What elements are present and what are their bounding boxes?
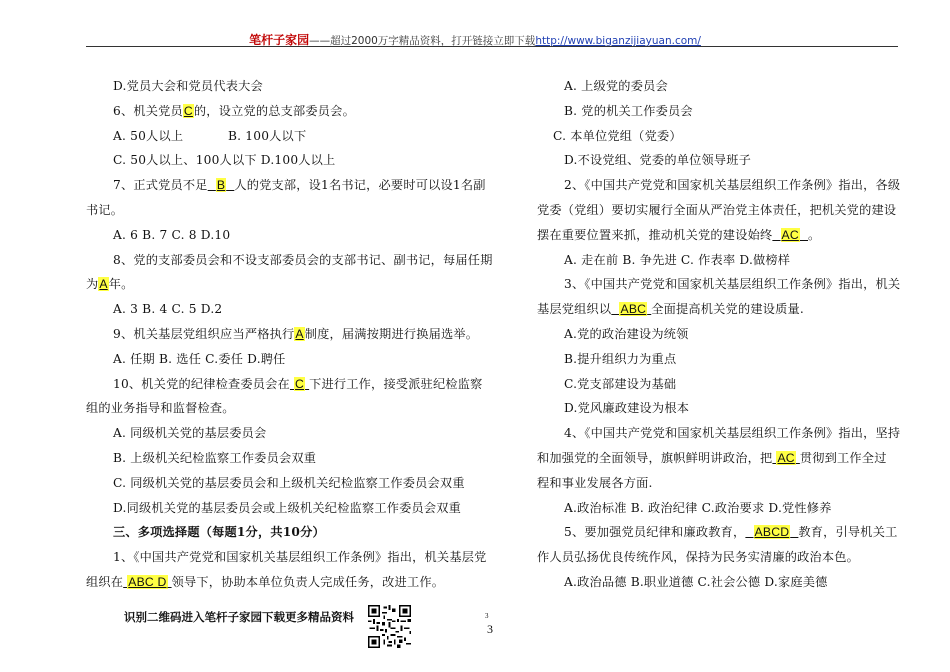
- options-line: C. 50人以上、100人以下 D.100人以上: [113, 153, 336, 168]
- answer-highlight: A: [295, 326, 304, 341]
- page-number: 3: [487, 622, 493, 636]
- left-column: [86, 74, 496, 595]
- answer-highlight: B: [216, 178, 226, 193]
- answer-highlight: ABC D: [128, 574, 167, 589]
- text-line: 作人员弘扬优良传统作风，保持为民务实清廉的政治本色。: [537, 550, 860, 565]
- text-line: D.党员大会和党员代表大会: [113, 79, 263, 93]
- section-heading: 三、多项选择题（每题1分，共10分）: [113, 525, 325, 540]
- text-line: 基层党组织以 ABC 全面提高机关党的建设质量.: [537, 302, 804, 317]
- options-line: A. 3 B. 4 C. 5 D.2: [113, 302, 223, 317]
- option-c: C. 同级机关党的基层委员会和上级机关纪检监察工作委员会双重: [113, 475, 465, 490]
- text-line: 书记。: [86, 202, 124, 217]
- answer-highlight: C: [295, 376, 305, 391]
- answer-highlight: AC: [777, 450, 795, 465]
- answer-highlight: A: [99, 277, 108, 292]
- options-line: A. 任期 B. 选任 C.委任 D.聘任: [113, 351, 286, 366]
- right-column: [537, 74, 899, 595]
- question-7: 7、正式党员不足 B 人的党支部，设1名书记，必要时可以设1名副: [113, 178, 486, 193]
- text-line: 组织在 ABC D 领导下，协助本单位负责人完成任务，改进工作。: [86, 574, 445, 589]
- option-b: B. 党的机关工作委员会: [564, 103, 693, 118]
- header-divider: [86, 46, 898, 47]
- option-b: B. 上级机关纪检监察工作委员会双重: [113, 450, 317, 465]
- question-m4: 4、《中国共产党党和国家机关基层组织工作条例》指出，坚持: [564, 426, 901, 441]
- option-a: A.党的政治建设为统领: [564, 326, 689, 341]
- option-d: D.党风廉政建设为根本: [564, 401, 690, 416]
- question-m1: 1、《中国共产党党和国家机关基层组织工作条例》指出，机关基层党: [113, 550, 487, 565]
- option-d: D.同级机关党的基层委员会或上级机关纪检监察工作委员会双重: [113, 500, 462, 515]
- options-line: A. 50人以上 B. 100人以下: [113, 128, 307, 143]
- answer-highlight: ABC: [620, 302, 647, 317]
- question-6: 6、机关党员C的，设立党的总支部委员会。: [113, 103, 355, 118]
- footer-text: 识别二维码进入笔杆子家园下载更多精品资料: [124, 610, 354, 624]
- qr-code-icon[interactable]: [368, 605, 411, 648]
- question-m5: 5、要加强党员纪律和廉政教育， ABCD 教育，引导机关工: [564, 525, 898, 540]
- question-8: 8、党的支部委员会和不设支部委员会的支部书记、副书记，每届任期: [113, 252, 493, 267]
- options-line: A.政治品德 B.职业道德 C.社会公德 D.家庭美德: [564, 574, 828, 589]
- page-number-small: 3: [485, 612, 489, 620]
- text-line: 摆在重要位置来抓，推动机关党的建设始终 AC 。: [537, 227, 821, 242]
- option-c: C.党支部建设为基础: [564, 376, 677, 391]
- option-c: C. 本单位党组（党委）: [553, 128, 682, 143]
- text-line: 和加强党的全面领导，旗帜鲜明讲政治，把 AC 贯彻到工作全过: [537, 450, 887, 465]
- question-9: 9、机关基层党组织应当严格执行A制度，届满按期进行换届选举。: [113, 326, 479, 341]
- text-line: 组的业务指导和监督检查。: [86, 401, 235, 416]
- options-line: A. 走在前 B. 争先进 C. 作表率 D.做榜样: [564, 252, 791, 267]
- option-b: B.提升组织力为重点: [564, 351, 677, 366]
- question-m2: 2、《中国共产党党和国家机关基层组织工作条例》指出，各级: [564, 178, 901, 193]
- option-a: A. 上级党的委员会: [564, 79, 668, 93]
- option-a: A. 同级机关党的基层委员会: [113, 426, 267, 441]
- options-line: A. 6 B. 7 C. 8 D.10: [113, 227, 231, 242]
- header-tagline: ——超过2000万字精品资料，打开链接立即下载: [309, 35, 536, 47]
- text-line: 程和事业发展各方面.: [537, 475, 653, 490]
- answer-highlight: C: [183, 103, 193, 118]
- header-link[interactable]: http://www.biganzijiayuan.com/: [535, 35, 701, 47]
- question-10: 10、机关党的纪律检查委员会在 C 下进行工作，接受派驻纪检监察: [113, 376, 483, 391]
- options-line: A.政治标准 B. 政治纪律 C.政治要求 D.党性修养: [564, 500, 832, 515]
- answer-highlight: ABCD: [754, 525, 790, 540]
- brand-name: 笔杆子家园: [249, 33, 310, 47]
- question-m3: 3、《中国共产党党和国家机关基层组织工作条例》指出，机关: [564, 277, 901, 292]
- text-line: 党委（党组）要切实履行全面从严治党主体责任，把机关党的建设: [537, 202, 897, 217]
- text-line: 为A年。: [86, 277, 134, 292]
- option-d: D.不设党组、党委的单位领导班子: [564, 153, 752, 168]
- answer-highlight: AC: [781, 227, 799, 242]
